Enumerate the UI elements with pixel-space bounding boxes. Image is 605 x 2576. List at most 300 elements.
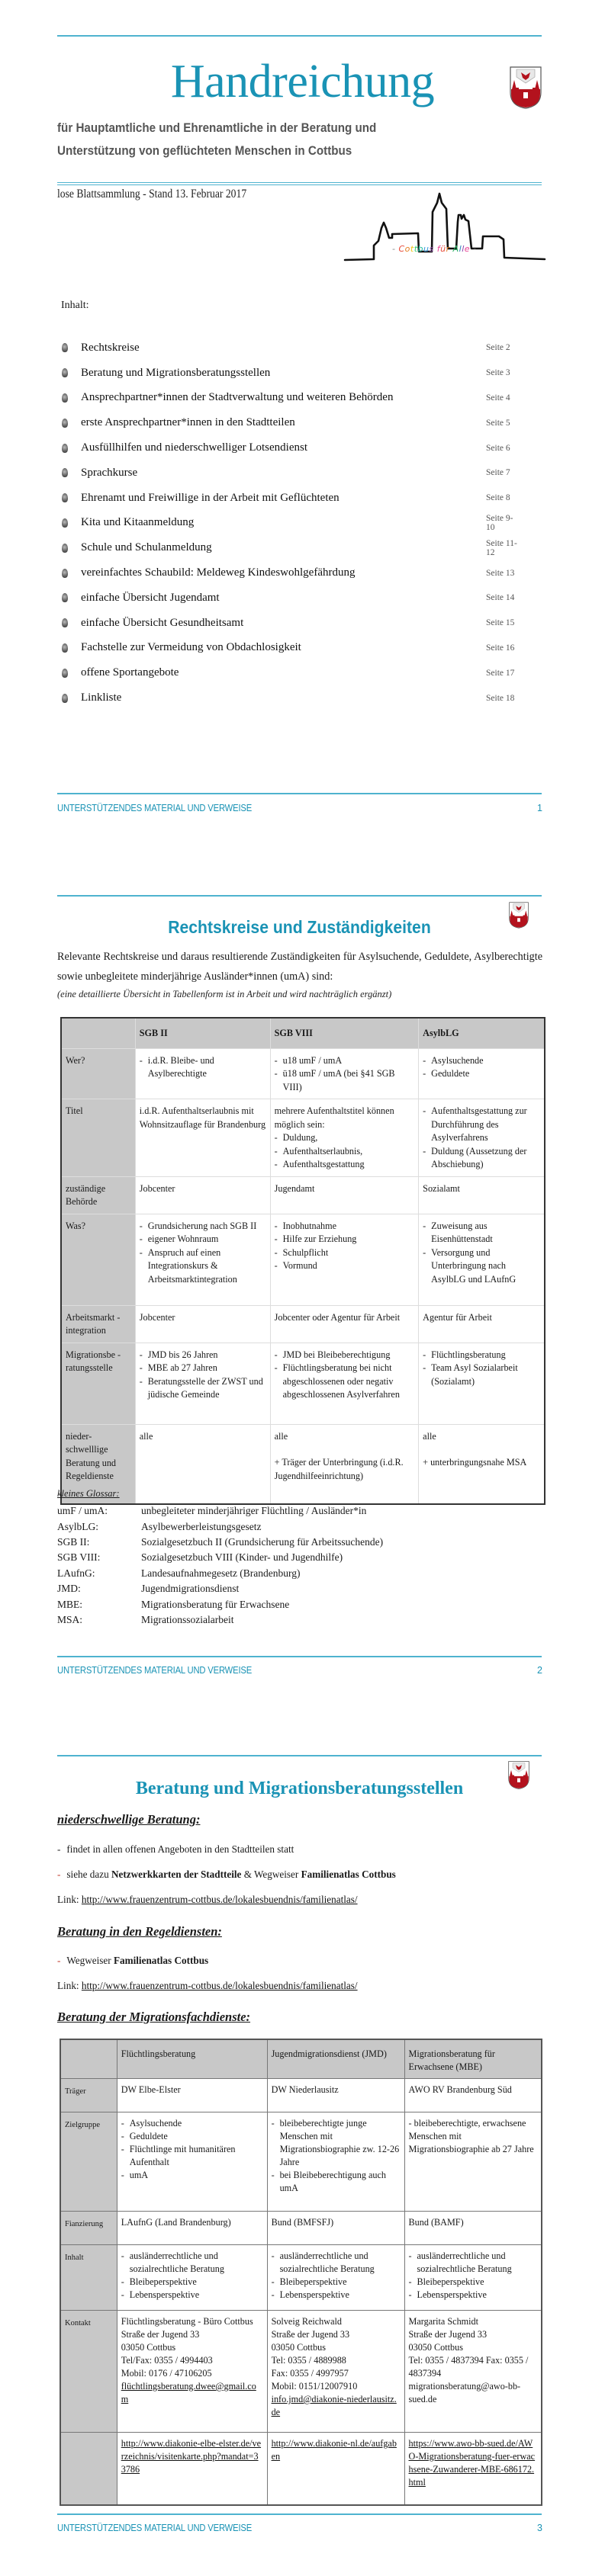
cell-list — [423, 1054, 540, 1081]
row-header: Was? — [61, 1214, 135, 1305]
contact-line: 03050 Cottbus — [271, 2342, 327, 2353]
cell-list-item: - Flüchtlingsberatung — [423, 1349, 540, 1362]
table-cell — [267, 2311, 404, 2433]
document-title: Handreichung — [170, 56, 435, 107]
table-row — [60, 2245, 542, 2311]
cell-list-item: - JMD bei Bleibeberechtigung — [275, 1349, 415, 1362]
cell-list — [275, 1131, 415, 1172]
toc-item-page: Seite 7 — [486, 468, 510, 478]
toc-item-label: einfache Übersicht Gesundheitsamt — [81, 616, 244, 629]
toc-item[interactable] — [61, 560, 519, 585]
cell-list-item: - i.d.R. Bleibe- und Asylberechtigte — [140, 1054, 266, 1081]
cell-list — [423, 1349, 540, 1389]
pushpin-bullet-icon — [62, 593, 68, 602]
row-header: Träger — [60, 2079, 117, 2112]
cell-list-item: - Duldung (Aussetzung der Abschiebung) — [423, 1145, 540, 1172]
cell-list-item: - Team Asyl Sozialarbeit (Sozialamt) — [423, 1362, 540, 1388]
bullet-text: findet in allen offenen Angeboten in den Stadtteilen statt — [66, 1843, 294, 1855]
cell-text: alle — [139, 1430, 153, 1442]
toc-item[interactable] — [61, 361, 519, 386]
spacer — [423, 1443, 540, 1456]
bullet-bold-familienatlas: Familienatlas Cottbus — [301, 1869, 396, 1880]
cell-list — [121, 2117, 263, 2182]
table-cell — [267, 2245, 404, 2311]
cell-list-item: - Flüchtlingsberatung bei nicht abgeschlossenen oder negativ abgeschlossenen Asylverfahren — [275, 1362, 415, 1402]
contact-line: Straße der Jugend 33 — [121, 2329, 200, 2340]
cell-list-item: - Grundsicherung nach SGB II — [140, 1220, 266, 1233]
table-row — [61, 1343, 545, 1424]
pushpin-bullet-icon — [62, 618, 68, 627]
cell-list-item: - JMD bis 26 Jahren — [140, 1349, 266, 1362]
table-row — [60, 2433, 542, 2505]
document-subtitle — [57, 117, 450, 162]
table-row — [60, 2112, 542, 2212]
glossary-term: umF / umA: — [57, 1505, 108, 1517]
page2-top-rule — [57, 895, 542, 897]
toc-item[interactable] — [61, 511, 519, 536]
bullet-bold-netzwerkkarten: Netzwerkkarten der Stadtteile — [111, 1869, 242, 1880]
toc-item-page: Seite 9-10 — [486, 513, 513, 532]
cottbus-fuer-alle-logo — [342, 186, 552, 264]
glossary-entry — [57, 1612, 383, 1628]
row-header: nieder- schwelllige Beratung und Regeldienste — [61, 1424, 135, 1504]
contact-line: Mobil: 0176 / 47106205 — [121, 2368, 212, 2379]
toc-item-page: Seite 17 — [486, 668, 515, 678]
table-row — [60, 2212, 542, 2245]
cell-text: AWO RV Brandenburg Süd — [408, 2084, 512, 2095]
pushpin-bullet-icon — [62, 468, 68, 477]
toc-item-page: Seite 11-12 — [486, 538, 517, 557]
page3-top-rule — [57, 1755, 542, 1756]
glossary — [57, 1503, 383, 1628]
row-header: Titel — [61, 1099, 135, 1177]
page-number-2: 2 — [537, 1665, 542, 1676]
table-cell — [117, 2079, 267, 2112]
cell-list-item: - Schulpflicht — [275, 1246, 415, 1260]
table-cell — [135, 1099, 270, 1177]
table-cell — [135, 1343, 270, 1424]
cell-list-item: - Vormund — [275, 1259, 415, 1273]
pushpin-bullet-icon — [62, 669, 68, 678]
toc-item-label: einfache Übersicht Jugendamt — [81, 591, 220, 604]
toc-item[interactable] — [61, 335, 519, 361]
glossary-entry — [57, 1503, 383, 1519]
cell-list-item: - Anspruch auf einen Integrationskurs & Arbeitsmarktintegration — [140, 1246, 266, 1287]
cell-list-item: - Lebensperspektive — [121, 2289, 263, 2302]
cell-extra: + unterbringungsnahe MSA — [423, 1457, 527, 1468]
footer-text-1: UNTERSTÜTZENDES MATERIAL UND VERWEISE — [57, 803, 253, 813]
cell-list-item: - Bleibeperspektive — [121, 2276, 263, 2289]
table-row — [61, 1176, 545, 1214]
table-cell — [270, 1424, 419, 1504]
contact-email-link[interactable]: flüchtlingsberatung.dwee@gmail.com — [121, 2381, 256, 2404]
column-header: Jugendmigrationsdienst (JMD) — [267, 2039, 404, 2079]
cell-text: Jugendamt — [274, 1182, 315, 1194]
contact-line: Tel: 0355 / 4837394 Fax: 0355 / 4837394 — [408, 2355, 529, 2379]
row-header: Kontakt — [60, 2311, 117, 2433]
table-cell — [270, 1048, 419, 1099]
cell-list-item: - Bleibeperspektive — [409, 2276, 537, 2289]
table-cell — [419, 1214, 545, 1305]
cell-text: LAufnG (Land Brandenburg) — [121, 2217, 231, 2228]
bullet-bold-familienatlas: Familienatlas Cottbus — [113, 1955, 209, 1966]
cell-text: Sozialamt — [423, 1182, 460, 1194]
toc-item-label: Ehrenamt und Freiwillige in der Arbeit mit Geflüchteten — [81, 491, 340, 504]
link-line-1 — [57, 1894, 358, 1906]
toc-item-label: Rechtskreise — [81, 341, 140, 354]
page2-title: Rechtskreise und Zuständigkeiten — [168, 917, 431, 937]
section-heading-niederschwellig: niederschwellige Beratung: — [57, 1812, 201, 1827]
cell-list-item: - MBE ab 27 Jahren — [140, 1362, 266, 1375]
toc-item-label: vereinfachtes Schaubild: Meldeweg Kindeswohlgefährdung — [81, 566, 356, 579]
toc-item-page: Seite 3 — [486, 368, 510, 378]
table-cell — [404, 2212, 542, 2245]
website-link[interactable]: http://www.diakonie-elbe-elster.de/verzeichnis/visitenkarte.php?mandat=33786 — [121, 2438, 262, 2475]
table-row — [61, 1048, 545, 1099]
cottbus-coat-of-arms-icon — [510, 66, 542, 109]
glossary-definition: Landesaufnahmegesetz (Brandenburg) — [141, 1567, 301, 1579]
cell-text: DW Niederlausitz — [271, 2084, 339, 2095]
toc-item-label: Schule und Schulanmeldung — [81, 541, 212, 554]
toc-item[interactable] — [61, 410, 519, 435]
toc-item-label: erste Ansprechpartner*innen in den Stadtteilen — [81, 416, 295, 429]
toc-item-label: Linkliste — [81, 691, 122, 704]
pushpin-bullet-icon — [62, 368, 68, 377]
pushpin-bullet-icon — [62, 643, 68, 653]
cell-list-item: - Asylsuchende — [423, 1054, 540, 1068]
glossary-definition: unbegleiteter minderjähriger Flüchtling / Ausländer*in — [141, 1505, 367, 1517]
pushpin-bullet-icon — [62, 393, 68, 403]
cover-double-rule-1 — [57, 182, 542, 183]
column-header: AsylbLG — [419, 1018, 545, 1048]
cell-text: Jobcenter — [139, 1311, 175, 1323]
glossary-entry — [57, 1581, 383, 1596]
toc-item-page: Seite 15 — [486, 618, 515, 628]
page-number-1: 1 — [537, 803, 542, 813]
toc-item[interactable] — [61, 685, 519, 711]
toc-item[interactable] — [61, 460, 519, 486]
toc-item[interactable] — [61, 535, 519, 560]
pushpin-bullet-icon — [62, 343, 68, 352]
table-header-row — [60, 2039, 542, 2079]
cell-list — [140, 1220, 266, 1287]
pushpin-bullet-icon — [62, 518, 68, 528]
cell-list — [272, 2117, 401, 2195]
cell-list — [121, 2250, 263, 2302]
toc-item-page: Seite 6 — [486, 443, 510, 453]
cell-list-item: - ü18 umF / umA (bei §41 SGB VIII) — [275, 1067, 415, 1094]
glossary-term: MBE: — [57, 1598, 83, 1610]
dash-icon: - — [57, 1869, 61, 1880]
row-header: Wer? — [61, 1048, 135, 1099]
contact-line: Tel: 0355 / 4889988 — [271, 2355, 346, 2366]
cell-text: DW Elbe-Elster — [121, 2084, 181, 2095]
row-header: Migrationsbe -ratungsstelle — [61, 1343, 135, 1424]
contact-line: Tel/Fax: 0355 / 4994403 — [121, 2355, 213, 2366]
table-cell — [270, 1214, 419, 1305]
bullet-offene-angebote — [57, 1843, 294, 1856]
glossary-definition: Sozialgesetzbuch II (Grundsicherung für Arbeitssuchende) — [141, 1535, 384, 1548]
toc-item-page: Seite 14 — [486, 593, 515, 603]
link-line-2 — [57, 1980, 358, 1992]
glossary-entry — [57, 1535, 383, 1550]
page2-intro: Relevante Rechtskreise und daraus resultierende Zuständigkeiten für Asylsuchende, Geduldete, Asylberechtigte sowie unbegleitete minderjährige Ausländer*innen (umA) sind: — [57, 951, 542, 983]
contact-line: Mobil: 0151/12007910 — [271, 2381, 358, 2392]
glossary-term: AsylbLG: — [57, 1520, 98, 1532]
toc-item[interactable] — [61, 585, 519, 611]
table-row — [61, 1099, 545, 1177]
row-header: Arbeitsmarkt -integration — [61, 1305, 135, 1343]
contact-email-link[interactable]: info.jmd@diakonie-niederlausitz.de — [271, 2394, 397, 2417]
glossary-term: JMD: — [57, 1583, 81, 1595]
table-corner-cell — [60, 2039, 117, 2079]
toc-item-label: Beratung und Migrationsberatungsstellen — [81, 366, 271, 379]
cell-list-item: - umA — [121, 2169, 263, 2182]
logo-caption: - Cottbus für Alle - — [392, 244, 477, 254]
cell-text: i.d.R. Aufenthaltserlaubnis mit Wohnsitzauflage für Brandenburg — [139, 1105, 266, 1130]
cell-list — [409, 2250, 537, 2302]
row-header — [60, 2433, 117, 2505]
website-link[interactable]: https://www.awo-bb-sued.de/AWO-Migrationsberatung-fuer-erwachsene-Zuwanderer-MBE-686172.html — [408, 2438, 536, 2488]
table-cell — [419, 1424, 545, 1504]
bullet-netzwerkkarten — [57, 1869, 396, 1881]
toc-item-label: Ansprechpartner*innen der Stadtverwaltung und weiteren Behörden — [81, 391, 394, 404]
cell-list-item: - u18 umF / umA — [275, 1054, 415, 1068]
table-row — [61, 1214, 545, 1305]
row-header: Fianzierung — [60, 2212, 117, 2245]
toc-item-label: Ausfüllhilfen und niederschwelliger Lotsendienst — [81, 441, 308, 454]
column-header: Migrationsberatung für Erwachsene (MBE) — [404, 2039, 542, 2079]
pushpin-bullet-icon — [62, 419, 68, 428]
cell-list-item: - Aufenthaltserlaubnis, — [275, 1145, 415, 1159]
table-cell — [135, 1214, 270, 1305]
contact-line: Straße der Jugend 33 — [271, 2329, 350, 2340]
row-header: Zielgruppe — [60, 2112, 117, 2212]
table-cell — [267, 2079, 404, 2112]
row-header: zuständige Behörde — [61, 1176, 135, 1214]
column-header: Flüchtlingsberatung — [117, 2039, 267, 2079]
toc-item[interactable] — [61, 611, 519, 636]
pushpin-bullet-icon — [62, 544, 68, 553]
cell-list-item: - Versorgung und Unterbringung nach AsylbLG und LAufnG — [423, 1246, 540, 1287]
glossary-term: SGB VIII: — [57, 1551, 101, 1564]
rechtskreise-table — [60, 1017, 545, 1505]
subtitle-line-1: für Hauptamtliche und Ehrenamtliche in der Beratung und — [57, 121, 377, 135]
column-header: SGB VIII — [270, 1018, 419, 1048]
glossary-definition: Jugendmigrationsdienst — [141, 1583, 240, 1595]
cell-list-item: - Asylsuchende — [121, 2117, 263, 2130]
cell-list-item: - Duldung, — [275, 1131, 415, 1145]
table-corner-cell — [61, 1018, 135, 1048]
bullet-text: Wegweiser — [66, 1955, 114, 1966]
cell-text: Bund (BAMF) — [408, 2217, 464, 2228]
toc-item-label: Sprachkurse — [81, 466, 138, 479]
cover-top-rule — [57, 35, 542, 37]
table-cell — [404, 2112, 542, 2212]
toc-item-page: Seite 16 — [486, 643, 515, 653]
cell-list-item: - bei Bleibeberechtigung auch umA — [272, 2169, 401, 2195]
table-cell — [270, 1343, 419, 1424]
link-label: Link: — [57, 1894, 82, 1905]
cell-list — [423, 1220, 540, 1287]
cell-text: Agentur für Arbeit — [423, 1311, 492, 1323]
contact-line: Flüchtlingsberatung - Büro Cottbus — [121, 2316, 253, 2327]
table-cell — [117, 2112, 267, 2212]
table-row — [60, 2311, 542, 2433]
table-cell — [135, 1424, 270, 1504]
toc-item[interactable] — [61, 386, 519, 411]
cell-text: Jobcenter oder Agentur für Arbeit — [274, 1311, 401, 1323]
table-cell — [419, 1305, 545, 1343]
cell-list-item: - Lebensperspektive — [409, 2289, 537, 2302]
cell-list-item: - Flüchtlinge mit humanitären Aufenthalt — [121, 2143, 263, 2169]
table-row — [61, 1424, 545, 1504]
cell-list-item: - Geduldete — [121, 2130, 263, 2143]
pushpin-bullet-icon — [62, 493, 68, 502]
toc-item-page: Seite 2 — [486, 343, 510, 353]
section-heading-regeldienste: Beratung in den Regeldiensten: — [57, 1924, 222, 1939]
cell-text: mehrere Aufenthaltstitel können möglich sein: — [274, 1105, 394, 1130]
glossary-definition: Sozialgesetzbuch VIII (Kinder- und Jugendhilfe) — [141, 1551, 343, 1564]
table-cell — [270, 1099, 419, 1177]
glossary-definition: Asylbewerberleistungsgesetz — [141, 1520, 262, 1532]
cell-list-item: - Geduldete — [423, 1067, 540, 1081]
cell-list-item: - ausländerrechtliche und sozialrechtliche Beratung — [121, 2250, 263, 2276]
footer-rule-2 — [57, 1656, 542, 1657]
cell-list — [275, 1054, 415, 1095]
glossary-entry — [57, 1519, 383, 1534]
glossary-definition: Migrationssozialarbeit — [141, 1613, 234, 1625]
bullet-wegweiser — [57, 1955, 208, 1967]
pushpin-bullet-icon — [62, 694, 68, 703]
cell-list — [140, 1054, 266, 1081]
table-row — [60, 2079, 542, 2112]
table-cell — [117, 2311, 267, 2433]
footer-rule-3 — [57, 2513, 542, 2515]
column-header: SGB II — [135, 1018, 270, 1048]
table-cell — [270, 1176, 419, 1214]
glossary-term: MSA: — [57, 1613, 83, 1625]
table-cell — [267, 2433, 404, 2505]
glossary-entry — [57, 1566, 383, 1581]
cell-list-item: - Zuweisung aus Eisenhüttenstadt — [423, 1220, 540, 1246]
cell-list — [140, 1349, 266, 1402]
contact-line: 03050 Cottbus — [121, 2342, 176, 2353]
glossary-title: kleines Glossar: — [57, 1488, 120, 1499]
table-header-row — [61, 1018, 545, 1048]
cell-extra: + Träger der Unterbringung (i.d.R. Jugendhilfeeinrichtung) — [274, 1457, 404, 1481]
glossary-entry — [57, 1550, 383, 1565]
website-link[interactable]: http://www.diakonie-nl.de/aufgaben — [271, 2438, 397, 2462]
toc-item-page: Seite 5 — [486, 418, 510, 428]
table-cell — [419, 1099, 545, 1177]
toc-item-label: Kita und Kitaanmeldung — [81, 516, 195, 529]
cell-list — [272, 2250, 401, 2302]
migrationsfachdienste-table — [60, 2039, 542, 2506]
cell-list-item: - ausländerrechtliche und sozialrechtliche Beratung — [409, 2250, 537, 2276]
toc-item[interactable] — [61, 486, 519, 511]
row-header: Inhalt — [60, 2245, 117, 2311]
cell-list — [275, 1349, 415, 1402]
date-line: lose Blattsammlung - Stand 13. Februar 2017 — [57, 188, 247, 200]
table-cell — [404, 2079, 542, 2112]
familienatlas-link[interactable]: http://www.frauenzentrum-cottbus.de/lokalesbuendnis/familienatlas/ — [81, 1894, 358, 1905]
table-cell — [404, 2311, 542, 2433]
page3-title: Beratung und Migrationsberatungsstellen — [135, 1779, 464, 1798]
link-label: Link: — [57, 1980, 82, 1991]
cell-list-item: - Aufenthaltsgestattung zur Durchführung des Asylverfahrens — [423, 1105, 540, 1145]
footer-rule-1 — [57, 793, 542, 794]
cell-list-item: - Beratungsstelle der ZWST und jüdische Gemeinde — [140, 1375, 266, 1402]
subtitle-line-2: Unterstützung von geflüchteten Menschen in Cottbus — [57, 144, 352, 158]
table-cell — [404, 2245, 542, 2311]
cell-list-item: - ausländerrechtliche und sozialrechtliche Beratung — [272, 2250, 401, 2276]
toc-item[interactable] — [61, 660, 519, 685]
toc-item-page: Seite 18 — [486, 693, 515, 703]
cell-list-item: - Hilfe zur Erziehung — [275, 1233, 415, 1246]
contact-line: Fax: 0355 / 4997957 — [271, 2368, 349, 2379]
glossary-term: LAufnG: — [57, 1567, 95, 1579]
table-cell — [267, 2212, 404, 2245]
table-cell — [135, 1048, 270, 1099]
cell-text: Jobcenter — [139, 1182, 175, 1194]
table-cell — [267, 2112, 404, 2212]
cell-list-item: - Bleibeperspektive — [272, 2276, 401, 2289]
cell-text: alle — [423, 1430, 436, 1442]
contact-line: migrationsberatung@awo-bb-sued.de — [408, 2381, 521, 2404]
bullet-text: & Wegweiser — [241, 1869, 301, 1880]
toc-item-page: Seite 13 — [486, 568, 515, 578]
cell-list-item: - Lebensperspektive — [272, 2289, 401, 2302]
table-cell — [117, 2212, 267, 2245]
contact-line: Margarita Schmidt — [408, 2316, 479, 2327]
cell-text: alle — [274, 1430, 288, 1442]
table-cell — [117, 2245, 267, 2311]
pushpin-bullet-icon — [62, 444, 68, 453]
table-cell — [419, 1176, 545, 1214]
cell-list-item: - Aufenthaltsgestattung — [275, 1158, 415, 1172]
contents-label: Inhalt: — [61, 300, 89, 311]
cell-text: - bleibeberechtigte, erwachsene Menschen mit Migrationsbiographie ab 27 Jahre — [408, 2118, 534, 2154]
contact-line: 03050 Cottbus — [408, 2342, 463, 2353]
cell-list — [423, 1105, 540, 1172]
cell-list-item: - eigener Wohnraum — [140, 1233, 266, 1246]
familienatlas-link[interactable]: http://www.frauenzentrum-cottbus.de/lokalesbuendnis/familienatlas/ — [81, 1980, 358, 1991]
table-cell — [135, 1176, 270, 1214]
pushpin-bullet-icon — [62, 569, 68, 578]
table-cell — [404, 2433, 542, 2505]
page-number-3: 3 — [537, 2523, 542, 2533]
footer-text-3: UNTERSTÜTZENDES MATERIAL UND VERWEISE — [57, 2523, 253, 2533]
toc-item-label: offene Sportangebote — [81, 666, 179, 679]
spacer — [275, 1443, 415, 1456]
toc-item-label: Fachstelle zur Vermeidung von Obdachlosigkeit — [81, 641, 301, 654]
cover-double-rule-2 — [57, 184, 542, 185]
table-cell — [135, 1305, 270, 1343]
cell-list — [275, 1220, 415, 1273]
page2-note: (eine detaillierte Übersicht in Tabellenform ist in Arbeit und wird nachträglich ergänzt) — [57, 989, 392, 999]
glossary-term: SGB II: — [57, 1535, 90, 1548]
table-cell — [117, 2433, 267, 2505]
toc-item[interactable] — [61, 435, 519, 460]
bullet-text: siehe dazu — [66, 1869, 111, 1880]
toc-item[interactable] — [61, 636, 519, 661]
footer-text-2: UNTERSTÜTZENDES MATERIAL UND VERWEISE — [57, 1665, 253, 1676]
dash-icon: - — [57, 1955, 61, 1966]
table-cell — [270, 1305, 419, 1343]
table-row — [61, 1305, 545, 1343]
contact-line: Solveig Reichwald — [271, 2316, 342, 2327]
